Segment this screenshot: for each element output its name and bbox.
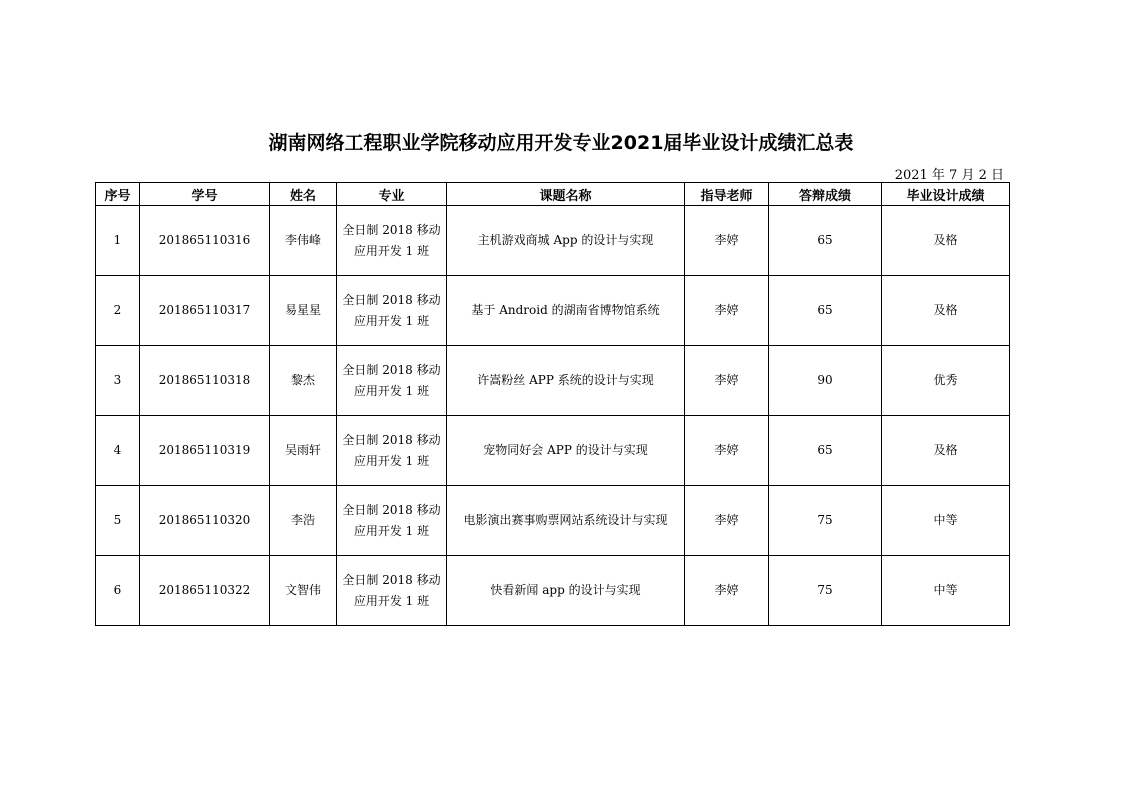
cell-name: 黎杰 [270,346,337,416]
cell-major: 全日制 2018 移动应用开发 1 班 [337,206,447,276]
header-topic: 课题名称 [447,183,685,206]
table-row [96,416,1010,486]
header-no: 序号 [96,183,140,206]
cell-topic: 主机游戏商城 App 的设计与实现 [447,206,685,276]
cell-advisor: 李婷 [685,556,769,626]
cell-advisor: 李婷 [685,416,769,486]
header-name: 姓名 [270,183,337,206]
cell-advisor: 李婷 [685,486,769,556]
cell-final-grade: 优秀 [882,346,1010,416]
cell-no: 1 [96,206,140,276]
grades-table [95,182,1010,626]
cell-no: 5 [96,486,140,556]
table-row [96,346,1010,416]
header-final-grade: 毕业设计成绩 [882,183,1010,206]
cell-major: 全日制 2018 移动应用开发 1 班 [337,486,447,556]
table-row [96,556,1010,626]
cell-topic: 快看新闻 app 的设计与实现 [447,556,685,626]
cell-name: 李伟峰 [270,206,337,276]
cell-no: 4 [96,416,140,486]
cell-no: 2 [96,276,140,346]
cell-defense-score: 90 [769,346,882,416]
cell-topic: 许嵩粉丝 APP 系统的设计与实现 [447,346,685,416]
document-title: 湖南网络工程职业学院移动应用开发专业2021届毕业设计成绩汇总表 [268,132,854,154]
cell-name: 李浩 [270,486,337,556]
cell-advisor: 李婷 [685,206,769,276]
cell-topic: 宠物同好会 APP 的设计与实现 [447,416,685,486]
cell-major: 全日制 2018 移动应用开发 1 班 [337,416,447,486]
cell-name: 易星星 [270,276,337,346]
cell-student-id: 201865110322 [140,556,270,626]
header-defense-score: 答辩成绩 [769,183,882,206]
cell-major: 全日制 2018 移动应用开发 1 班 [337,346,447,416]
cell-name: 文智伟 [270,556,337,626]
cell-final-grade: 及格 [882,206,1010,276]
cell-defense-score: 65 [769,416,882,486]
cell-no: 6 [96,556,140,626]
cell-student-id: 201865110319 [140,416,270,486]
cell-final-grade: 及格 [882,276,1010,346]
document-date: 2021 年 7 月 2 日 [894,168,1004,183]
header-advisor: 指导老师 [685,183,769,206]
cell-defense-score: 75 [769,556,882,626]
table-row [96,276,1010,346]
cell-final-grade: 及格 [882,416,1010,486]
table-row [96,486,1010,556]
table-header-row [96,183,1010,206]
cell-defense-score: 75 [769,486,882,556]
cell-name: 吴雨轩 [270,416,337,486]
cell-advisor: 李婷 [685,346,769,416]
cell-student-id: 201865110317 [140,276,270,346]
cell-student-id: 201865110318 [140,346,270,416]
header-major: 专业 [337,183,447,206]
table-row [96,206,1010,276]
cell-student-id: 201865110320 [140,486,270,556]
cell-final-grade: 中等 [882,486,1010,556]
cell-advisor: 李婷 [685,276,769,346]
cell-defense-score: 65 [769,276,882,346]
cell-no: 3 [96,346,140,416]
cell-major: 全日制 2018 移动应用开发 1 班 [337,556,447,626]
cell-topic: 基于 Android 的湖南省博物馆系统 [447,276,685,346]
cell-topic: 电影演出赛事购票网站系统设计与实现 [447,486,685,556]
cell-final-grade: 中等 [882,556,1010,626]
cell-defense-score: 65 [769,206,882,276]
cell-student-id: 201865110316 [140,206,270,276]
cell-major: 全日制 2018 移动应用开发 1 班 [337,276,447,346]
header-student-id: 学号 [140,183,270,206]
